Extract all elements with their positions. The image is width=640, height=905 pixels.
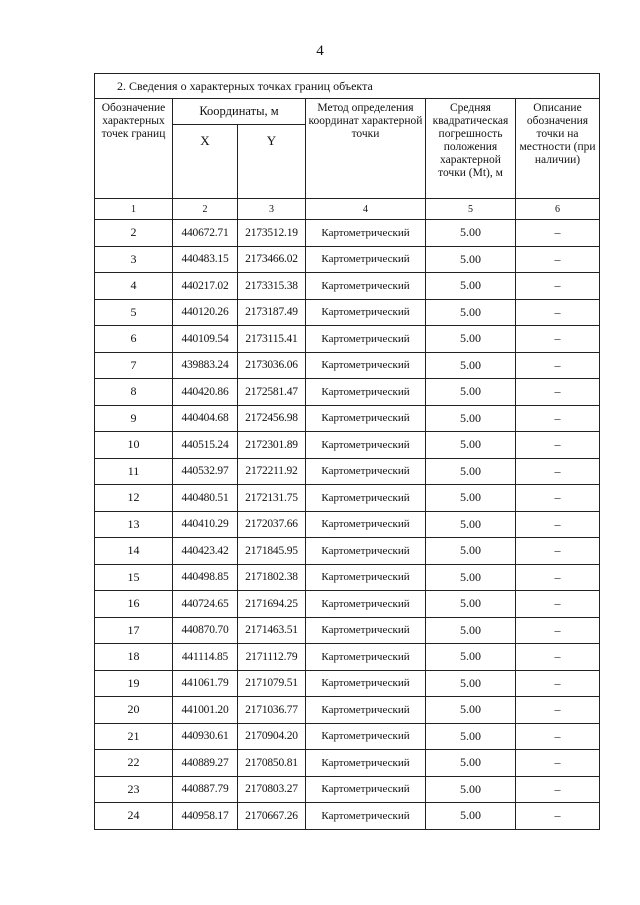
accuracy: 5.00 <box>426 591 516 618</box>
header-point-designation: Обозначение характерных точек границ <box>95 99 173 199</box>
table-row <box>95 538 600 565</box>
accuracy: 5.00 <box>426 405 516 432</box>
coordinate-x: 440958.17 <box>173 803 238 830</box>
table-row <box>95 670 600 697</box>
coordinate-y: 2171845.95 <box>238 538 306 565</box>
coordinate-x: 440420.86 <box>173 379 238 406</box>
method: Картометрический <box>306 485 426 512</box>
point-number: 5 <box>95 299 173 326</box>
description: – <box>516 697 600 724</box>
column-number: 1 <box>95 199 173 220</box>
accuracy: 5.00 <box>426 485 516 512</box>
method: Картометрический <box>306 617 426 644</box>
table-row <box>95 379 600 406</box>
point-number: 11 <box>95 458 173 485</box>
coordinate-y: 2171079.51 <box>238 670 306 697</box>
header-y: Y <box>238 125 306 199</box>
coordinate-y: 2172037.66 <box>238 511 306 538</box>
method: Картометрический <box>306 432 426 459</box>
description: – <box>516 299 600 326</box>
coordinate-y: 2172456.98 <box>238 405 306 432</box>
point-number: 17 <box>95 617 173 644</box>
accuracy: 5.00 <box>426 326 516 353</box>
coordinate-x: 440404.68 <box>173 405 238 432</box>
point-number: 12 <box>95 485 173 512</box>
point-number: 14 <box>95 538 173 565</box>
method: Картометрический <box>306 326 426 353</box>
method: Картометрический <box>306 273 426 300</box>
coordinate-x: 440109.54 <box>173 326 238 353</box>
column-number-row <box>95 199 600 220</box>
point-number: 4 <box>95 273 173 300</box>
table-row <box>95 591 600 618</box>
description: – <box>516 670 600 697</box>
method: Картометрический <box>306 405 426 432</box>
description: – <box>516 458 600 485</box>
description: – <box>516 326 600 353</box>
description: – <box>516 538 600 565</box>
table-row <box>95 644 600 671</box>
table-row <box>95 511 600 538</box>
header-x: X <box>173 125 238 199</box>
coordinate-y: 2171112.79 <box>238 644 306 671</box>
accuracy: 5.00 <box>426 617 516 644</box>
point-number: 15 <box>95 564 173 591</box>
accuracy: 5.00 <box>426 458 516 485</box>
description: – <box>516 220 600 247</box>
coordinate-y: 2171463.51 <box>238 617 306 644</box>
accuracy: 5.00 <box>426 246 516 273</box>
coordinate-y: 2173036.06 <box>238 352 306 379</box>
table-row <box>95 750 600 777</box>
point-number: 24 <box>95 803 173 830</box>
table-row <box>95 776 600 803</box>
coordinate-x: 440498.85 <box>173 564 238 591</box>
coordinate-x: 440515.24 <box>173 432 238 459</box>
table-row <box>95 697 600 724</box>
table-row <box>95 564 600 591</box>
description: – <box>516 776 600 803</box>
accuracy: 5.00 <box>426 644 516 671</box>
method: Картометрический <box>306 723 426 750</box>
coordinate-y: 2170667.26 <box>238 803 306 830</box>
point-number: 13 <box>95 511 173 538</box>
coordinate-y: 2173115.41 <box>238 326 306 353</box>
coordinate-y: 2171694.25 <box>238 591 306 618</box>
accuracy: 5.00 <box>426 776 516 803</box>
coordinate-x: 440423.42 <box>173 538 238 565</box>
accuracy: 5.00 <box>426 511 516 538</box>
coordinate-x: 440724.65 <box>173 591 238 618</box>
coordinate-x: 440217.02 <box>173 273 238 300</box>
method: Картометрический <box>306 299 426 326</box>
point-number: 20 <box>95 697 173 724</box>
description: – <box>516 352 600 379</box>
description: – <box>516 246 600 273</box>
description: – <box>516 511 600 538</box>
table-row <box>95 220 600 247</box>
point-number: 22 <box>95 750 173 777</box>
coordinate-y: 2171802.38 <box>238 564 306 591</box>
table-row <box>95 458 600 485</box>
point-number: 21 <box>95 723 173 750</box>
coordinate-x: 440120.26 <box>173 299 238 326</box>
accuracy: 5.00 <box>426 432 516 459</box>
table-row <box>95 326 600 353</box>
method: Картометрический <box>306 776 426 803</box>
description: – <box>516 803 600 830</box>
table-row <box>95 246 600 273</box>
coordinate-x: 441114.85 <box>173 644 238 671</box>
description: – <box>516 273 600 300</box>
coordinate-x: 440410.29 <box>173 511 238 538</box>
coordinate-x: 440870.70 <box>173 617 238 644</box>
description: – <box>516 564 600 591</box>
header-accuracy: Средняя квадратическая погрешность положения характерной точки (Mt), м <box>426 99 516 199</box>
table-row <box>95 273 600 300</box>
header-method: Метод определения координат характерной точки <box>306 99 426 199</box>
table-row <box>95 803 600 830</box>
point-number: 19 <box>95 670 173 697</box>
coordinate-x: 440930.61 <box>173 723 238 750</box>
coordinate-x: 440887.79 <box>173 776 238 803</box>
point-number: 18 <box>95 644 173 671</box>
accuracy: 5.00 <box>426 803 516 830</box>
accuracy: 5.00 <box>426 379 516 406</box>
accuracy: 5.00 <box>426 220 516 247</box>
method: Картометрический <box>306 246 426 273</box>
table-row <box>95 485 600 512</box>
method: Картометрический <box>306 458 426 485</box>
method: Картометрический <box>306 697 426 724</box>
description: – <box>516 405 600 432</box>
description: – <box>516 644 600 671</box>
coordinate-y: 2172211.92 <box>238 458 306 485</box>
header-coordinates: Координаты, м <box>173 99 306 125</box>
accuracy: 5.00 <box>426 697 516 724</box>
table-row <box>95 617 600 644</box>
column-number: 2 <box>173 199 238 220</box>
method: Картометрический <box>306 670 426 697</box>
coordinate-y: 2173512.19 <box>238 220 306 247</box>
accuracy: 5.00 <box>426 670 516 697</box>
point-number: 23 <box>95 776 173 803</box>
description: – <box>516 485 600 512</box>
method: Картометрический <box>306 803 426 830</box>
point-number: 8 <box>95 379 173 406</box>
coordinate-x: 441001.20 <box>173 697 238 724</box>
point-number: 6 <box>95 326 173 353</box>
coordinate-x: 440480.51 <box>173 485 238 512</box>
point-number: 16 <box>95 591 173 618</box>
description: – <box>516 617 600 644</box>
table-row <box>95 299 600 326</box>
description: – <box>516 723 600 750</box>
accuracy: 5.00 <box>426 750 516 777</box>
boundary-points-table <box>94 73 600 830</box>
method: Картометрический <box>306 352 426 379</box>
coordinate-y: 2173315.38 <box>238 273 306 300</box>
description: – <box>516 379 600 406</box>
accuracy: 5.00 <box>426 564 516 591</box>
coordinate-x: 441061.79 <box>173 670 238 697</box>
accuracy: 5.00 <box>426 273 516 300</box>
coordinate-x: 440889.27 <box>173 750 238 777</box>
header-description: Описание обозначения точки на местности (при наличии) <box>516 99 600 199</box>
method: Картометрический <box>306 379 426 406</box>
coordinate-y: 2172131.75 <box>238 485 306 512</box>
coordinate-y: 2170904.20 <box>238 723 306 750</box>
coordinate-y: 2172301.89 <box>238 432 306 459</box>
coordinate-x: 440483.15 <box>173 246 238 273</box>
coordinate-y: 2170850.81 <box>238 750 306 777</box>
coordinate-y: 2172581.47 <box>238 379 306 406</box>
table-row <box>95 723 600 750</box>
point-number: 7 <box>95 352 173 379</box>
method: Картометрический <box>306 564 426 591</box>
description: – <box>516 591 600 618</box>
page-number: 4 <box>316 43 324 59</box>
coordinate-y: 2173466.02 <box>238 246 306 273</box>
column-number: 6 <box>516 199 600 220</box>
coordinate-y: 2171036.77 <box>238 697 306 724</box>
method: Картометрический <box>306 511 426 538</box>
table-body <box>95 220 600 830</box>
table-row <box>95 352 600 379</box>
accuracy: 5.00 <box>426 352 516 379</box>
method: Картометрический <box>306 538 426 565</box>
description: – <box>516 750 600 777</box>
method: Картометрический <box>306 220 426 247</box>
accuracy: 5.00 <box>426 538 516 565</box>
coordinate-x: 439883.24 <box>173 352 238 379</box>
method: Картометрический <box>306 644 426 671</box>
method: Картометрический <box>306 750 426 777</box>
description: – <box>516 432 600 459</box>
coordinate-y: 2173187.49 <box>238 299 306 326</box>
method: Картометрический <box>306 591 426 618</box>
coordinate-x: 440532.97 <box>173 458 238 485</box>
column-number: 3 <box>238 199 306 220</box>
accuracy: 5.00 <box>426 299 516 326</box>
point-number: 9 <box>95 405 173 432</box>
table-row <box>95 405 600 432</box>
section-title: 2. Сведения о характерных точках границ объекта <box>95 74 600 99</box>
table-row <box>95 432 600 459</box>
point-number: 2 <box>95 220 173 247</box>
point-number: 3 <box>95 246 173 273</box>
coordinate-x: 440672.71 <box>173 220 238 247</box>
coordinate-y: 2170803.27 <box>238 776 306 803</box>
column-number: 4 <box>306 199 426 220</box>
column-number: 5 <box>426 199 516 220</box>
accuracy: 5.00 <box>426 723 516 750</box>
point-number: 10 <box>95 432 173 459</box>
